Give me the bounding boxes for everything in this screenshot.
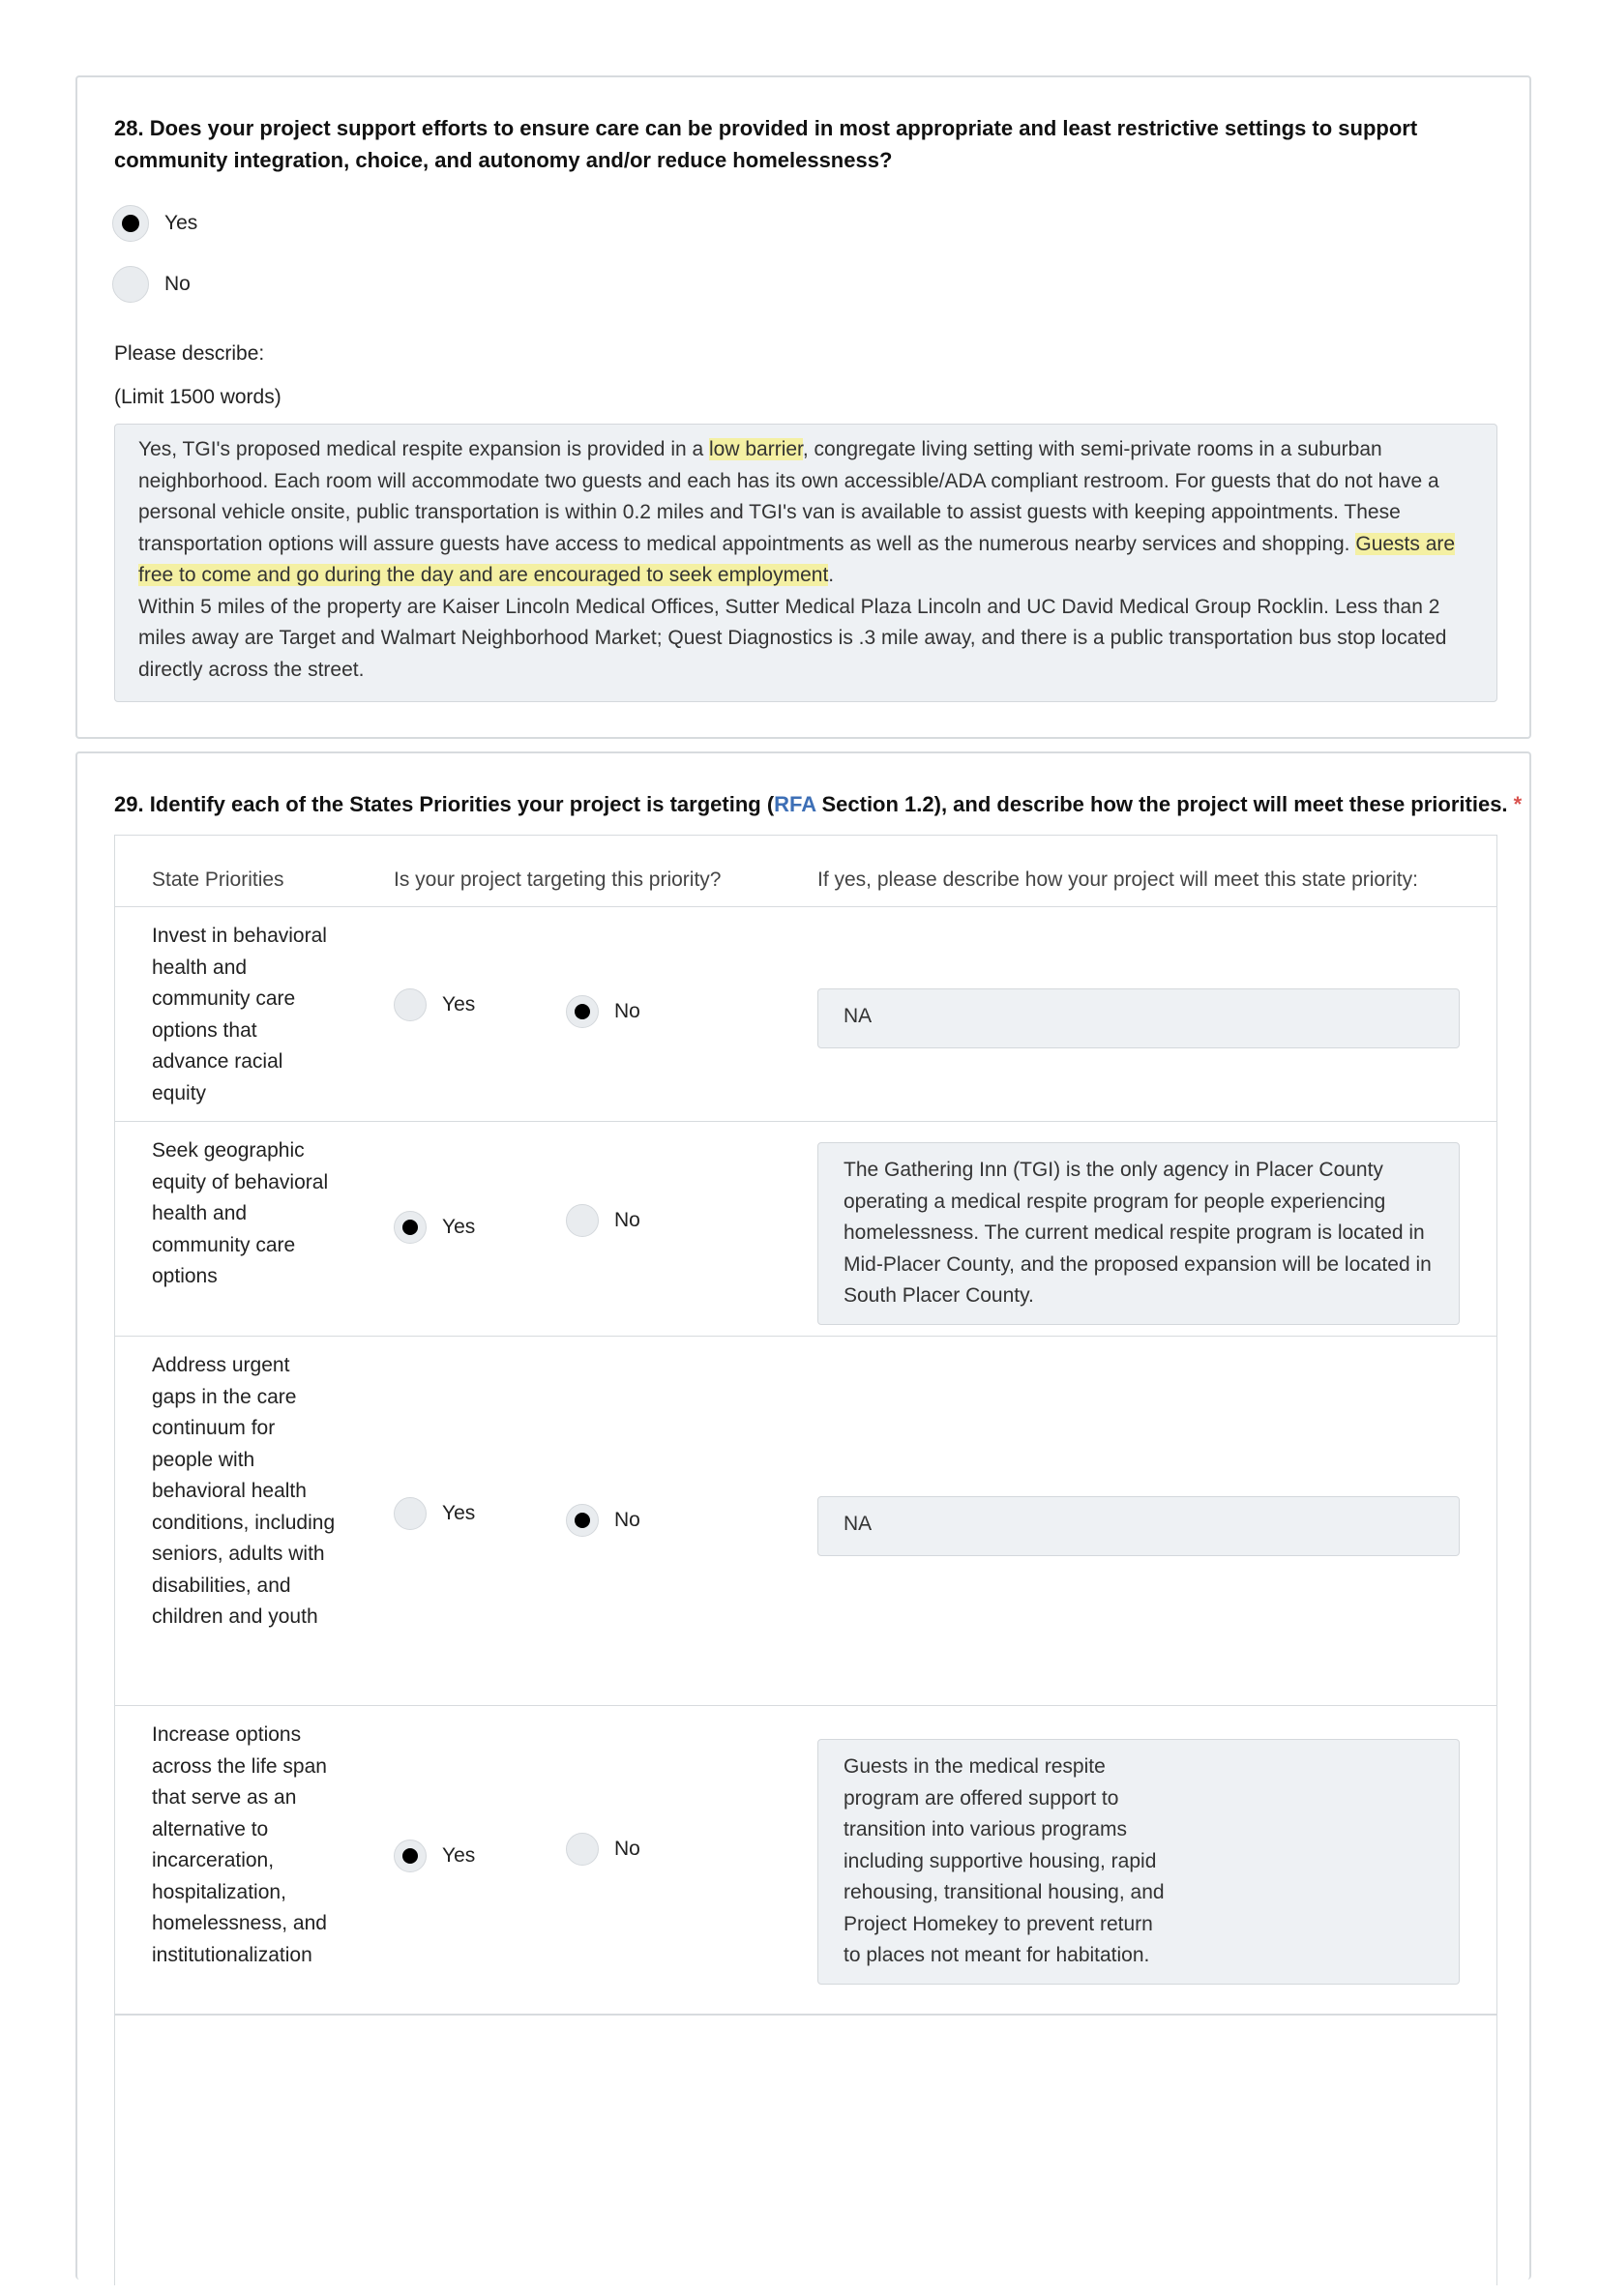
highlight-low-barrier: low barrier bbox=[709, 438, 803, 460]
q28-describe-label: Please describe: bbox=[114, 342, 265, 365]
row3-no-radio[interactable] bbox=[566, 1504, 599, 1537]
q28-no-radio[interactable] bbox=[112, 266, 149, 303]
row4-yes-option[interactable]: Yes bbox=[394, 1840, 475, 1872]
q28-yes-label: Yes bbox=[164, 212, 198, 234]
priority-row-geographic-equity bbox=[115, 1121, 1496, 1336]
priority-label: Increase options across the life span that serve as an alternative to incarceration, hospitalization, homelessness, and institutionalization bbox=[152, 1723, 327, 1966]
q28-option-yes[interactable] bbox=[112, 205, 197, 242]
question-28-title: 28. Does your project support efforts to ensure care can be provided in most appropriate and least restrictive settings to support community integration, choice, and autonomy and/or reduce homelessness? bbox=[114, 116, 1418, 172]
header-state-priorities: State Priorities bbox=[152, 868, 284, 891]
row2-no-option[interactable]: No bbox=[566, 1204, 640, 1237]
priority-label: Invest in behavioral health and community care options that advance racial equity bbox=[152, 925, 327, 1104]
priority-label: Address urgent gaps in the care continuum for people with behavioral health conditions, including seniors, adults with disabilities, and children and youth bbox=[152, 1354, 336, 1628]
row2-yes-option[interactable]: Yes bbox=[394, 1211, 475, 1244]
row4-yes-radio[interactable] bbox=[394, 1840, 427, 1872]
row4-response-input[interactable]: Guests in the medical respite program are offered support to transition into various programs including supportive housing, rapid rehousing, transitional housing, and Project Homekey to prevent return to places not meant for habitation. bbox=[817, 1739, 1460, 1985]
row3-no-option[interactable]: No bbox=[566, 1504, 640, 1537]
header-describe: If yes, please describe how your project will meet this state priority: bbox=[817, 868, 1418, 891]
question-28-card bbox=[75, 75, 1531, 739]
row1-no-radio[interactable] bbox=[566, 995, 599, 1028]
row4-no-option[interactable]: No bbox=[566, 1833, 640, 1866]
row1-no-option[interactable]: No bbox=[566, 995, 640, 1028]
table-continuation-area bbox=[115, 2014, 1496, 2296]
row2-no-radio[interactable] bbox=[566, 1204, 599, 1237]
row2-yes-radio[interactable] bbox=[394, 1211, 427, 1244]
question-29-title: 29. Identify each of the States Priorities your project is targeting (RFA Section 1.2), and describe how the project will meet these priorities. * bbox=[114, 792, 1523, 816]
row1-yes-option[interactable]: Yes bbox=[394, 988, 475, 1021]
required-asterisk: * bbox=[1513, 792, 1523, 816]
priority-label: Seek geographic equity of behavioral health and community care options bbox=[152, 1139, 329, 1287]
header-targeting: Is your project targeting this priority? bbox=[394, 868, 722, 891]
q28-answer-paragraph-1: Yes, TGI's proposed medical respite expansion is provided in a low barrier, congregate living setting with semi-private rooms in a suburban neighborhood. Each room will accommodate two guests and each has its own accessible/ADA compliant restroom. For guests that do not have a personal vehicle onsite, public transportation is within 0.2 miles and TGI's van is available to assist guests with keeping appointments. These transportation options will assure guests have access to medical appointments as well as the numerous nearby services and shopping. Guests are free to come and go during the day and are encouraged to seek employment. bbox=[138, 438, 1456, 586]
priority-row-racial-equity bbox=[115, 906, 1496, 1121]
q28-limit-label: (Limit 1500 words) bbox=[114, 386, 281, 408]
priority-row-care-gaps bbox=[115, 1336, 1496, 1705]
q28-no-label: No bbox=[164, 273, 191, 295]
question-29-card bbox=[75, 751, 1531, 2280]
state-priorities-table bbox=[114, 835, 1497, 2285]
row4-no-radio[interactable] bbox=[566, 1833, 599, 1866]
rfa-link[interactable]: RFA bbox=[774, 792, 816, 816]
row3-response-input[interactable]: NA bbox=[817, 1496, 1460, 1556]
row3-yes-radio[interactable] bbox=[394, 1497, 427, 1530]
row1-yes-radio[interactable] bbox=[394, 988, 427, 1021]
highlight-guests-free: Guests are free to come and go during the day and are encouraged to seek employment bbox=[138, 532, 1456, 586]
q28-option-no[interactable] bbox=[112, 266, 191, 303]
priority-row-alternatives bbox=[115, 1705, 1496, 2014]
q28-answer-paragraph-2: Within 5 miles of the property are Kaiser Lincoln Medical Offices, Sutter Medical Plaza Lincoln and UC David Medical Group Rocklin. Less than 2 miles away are Target and Walmart Neighborhood Market; Quest Diagnostics is .3 mile away, and there is a public transportation bus stop located directly across the street. bbox=[138, 595, 1447, 681]
row2-response-input[interactable]: The Gathering Inn (TGI) is the only agency in Placer County operating a medical respite program for people experiencing homelessness. The current medical respite program is located in Mid-Placer County, and the proposed expansion will be located in South Placer County. bbox=[817, 1142, 1460, 1325]
row3-yes-option[interactable]: Yes bbox=[394, 1497, 475, 1530]
q28-description-textarea[interactable] bbox=[114, 424, 1497, 702]
q28-yes-radio[interactable] bbox=[112, 205, 149, 242]
row1-response-input[interactable]: NA bbox=[817, 988, 1460, 1048]
